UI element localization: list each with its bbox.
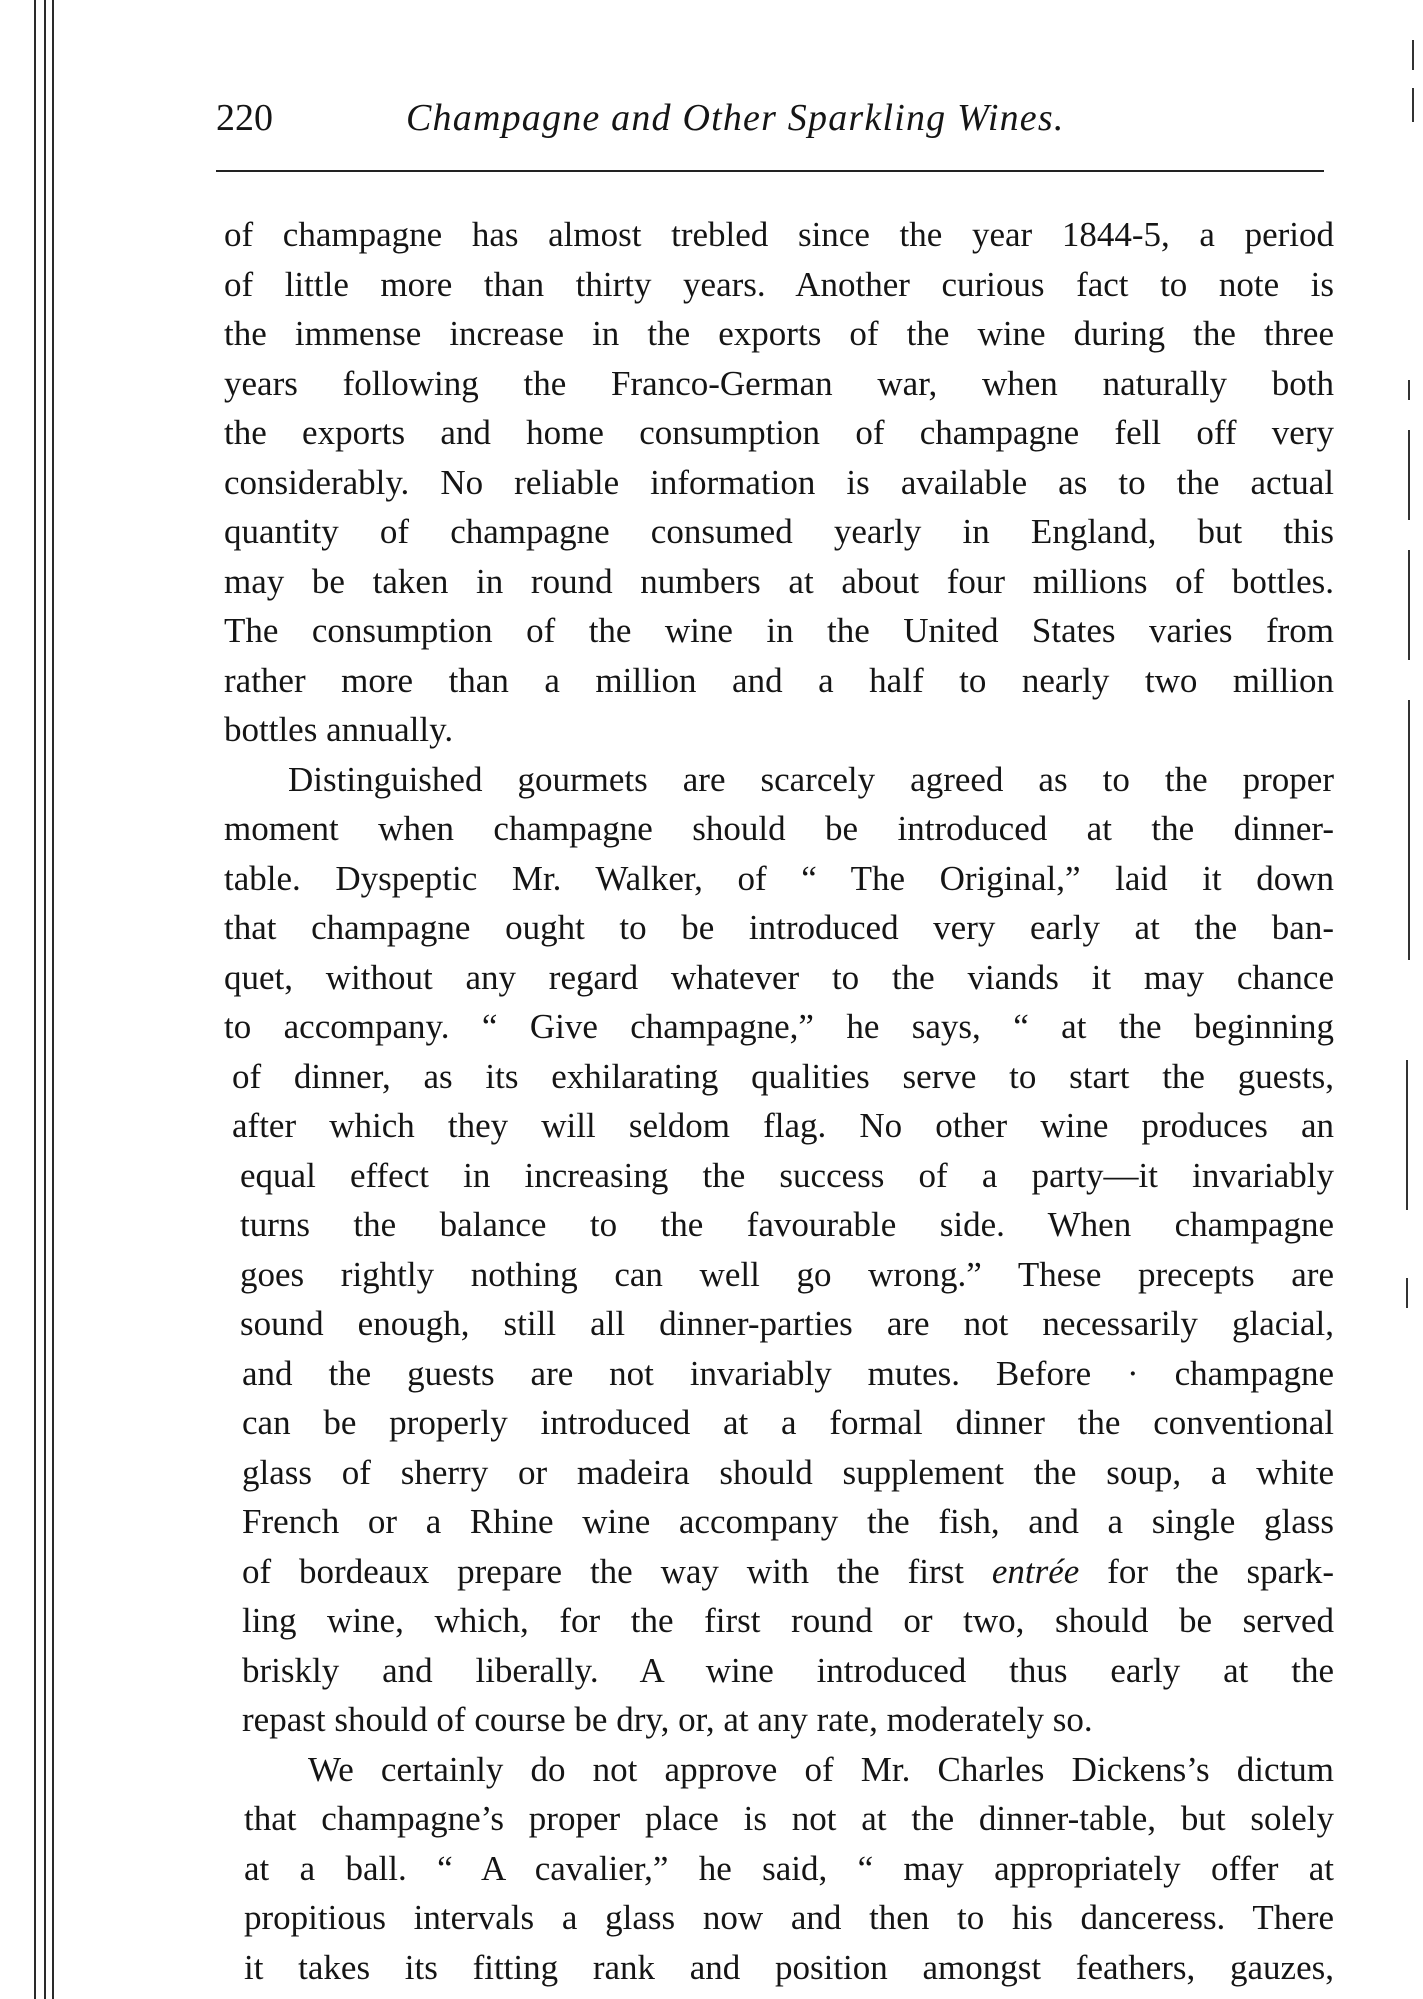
- margin-mark: [1406, 1278, 1408, 1308]
- text-line: it takes its fitting rank and position amongst feathers, gauzes,: [244, 1947, 1334, 1987]
- text-line: the exports and home consumption of champagne fell off very: [224, 413, 1334, 452]
- text-line: We certainly do not approve of Mr. Charles Dickens’s dictum: [308, 1749, 1334, 1789]
- binding-edge-line: [34, 0, 36, 1999]
- text-line: propitious intervals a glass now and then to his danceress. There: [244, 1898, 1334, 1937]
- text-line: The consumption of the wine in the United States varies from: [224, 611, 1334, 650]
- text-line: can be properly introduced at a formal dinner the conventional: [242, 1403, 1334, 1442]
- binding-edge-line: [44, 0, 46, 1999]
- margin-mark: [1408, 700, 1410, 960]
- margin-mark: [1412, 88, 1414, 122]
- running-head: [216, 96, 1326, 150]
- text-line: goes rightly nothing can well go wrong.” These precepts are: [240, 1254, 1334, 1294]
- body-text: [224, 210, 1334, 1992]
- text-line: that champagne ought to be introduced very early at the ban-: [224, 908, 1334, 947]
- text-line: repast should of course be dry, or, at any rate, moderately so.: [242, 1700, 1093, 1739]
- text-line: glass of sherry or madeira should supplement the soup, a white: [242, 1452, 1334, 1492]
- text-line: considerably. No reliable information is available as to the actual: [224, 462, 1334, 502]
- margin-mark: [1412, 40, 1414, 70]
- text-line: turns the balance to the favourable side. When champagne: [240, 1205, 1334, 1244]
- binding-edge-line: [52, 0, 54, 1999]
- margin-mark: [1406, 1060, 1408, 1210]
- running-title: Champagne and Other Sparkling Wines.: [406, 97, 1065, 139]
- text-line: briskly and liberally. A wine introduced thus early at the: [242, 1650, 1334, 1690]
- header-rule: [216, 170, 1324, 172]
- text-line: bottles annually.: [224, 710, 454, 749]
- text-line: equal effect in increasing the success of a party—it invariably: [240, 1155, 1334, 1195]
- text-line: at a ball. “ A cavalier,” he said, “ may appropriately offer at: [244, 1848, 1334, 1888]
- text-line: Distinguished gourmets are scarcely agreed as to the proper: [288, 759, 1334, 799]
- italic-term: entrée: [991, 1551, 1080, 1591]
- text-line: quet, without any regard whatever to the viands it may chance: [224, 957, 1334, 997]
- text-line: years following the Franco-German war, when naturally both: [224, 363, 1334, 403]
- text-line: rather more than a million and a half to nearly two million: [224, 660, 1334, 700]
- margin-mark: [1408, 430, 1410, 520]
- page-number: 220: [216, 97, 273, 139]
- text-line: of champagne has almost trebled since the year 1844-5, a period: [224, 215, 1334, 254]
- text-line: [242, 1547, 1334, 1597]
- text-line: sound enough, still all dinner-parties are not necessarily glacial,: [240, 1304, 1334, 1343]
- text-line: ling wine, which, for the first round or two, should be served: [242, 1601, 1334, 1640]
- text-fragment: of bordeaux prepare the way with the first: [242, 1551, 992, 1591]
- text-line: to accompany. “ Give champagne,” he says, “ at the beginning: [224, 1007, 1334, 1046]
- text-line: that champagne’s proper place is not at the dinner-table, but solely: [244, 1799, 1334, 1838]
- text-line: moment when champagne should be introduced at the dinner-: [224, 809, 1334, 848]
- text-line: quantity of champagne consumed yearly in England, but this: [224, 512, 1334, 551]
- text-line: the immense increase in the exports of the wine during the three: [224, 314, 1334, 353]
- text-fragment: for the spark-: [1079, 1551, 1334, 1591]
- text-line: French or a Rhine wine accompany the fish, and a single glass: [242, 1502, 1334, 1541]
- text-line: after which they will seldom flag. No other wine produces an: [232, 1106, 1334, 1145]
- margin-mark: [1408, 550, 1410, 660]
- text-line: of little more than thirty years. Another curious fact to note is: [224, 264, 1334, 304]
- text-line: may be taken in round numbers at about four millions of bottles.: [224, 561, 1334, 601]
- text-line: of dinner, as its exhilarating qualities serve to start the guests,: [232, 1056, 1334, 1096]
- text-line: table. Dyspeptic Mr. Walker, of “ The Original,” laid it down: [224, 858, 1334, 898]
- margin-mark: [1408, 380, 1410, 400]
- text-line: and the guests are not invariably mutes. Before · champagne: [242, 1353, 1334, 1393]
